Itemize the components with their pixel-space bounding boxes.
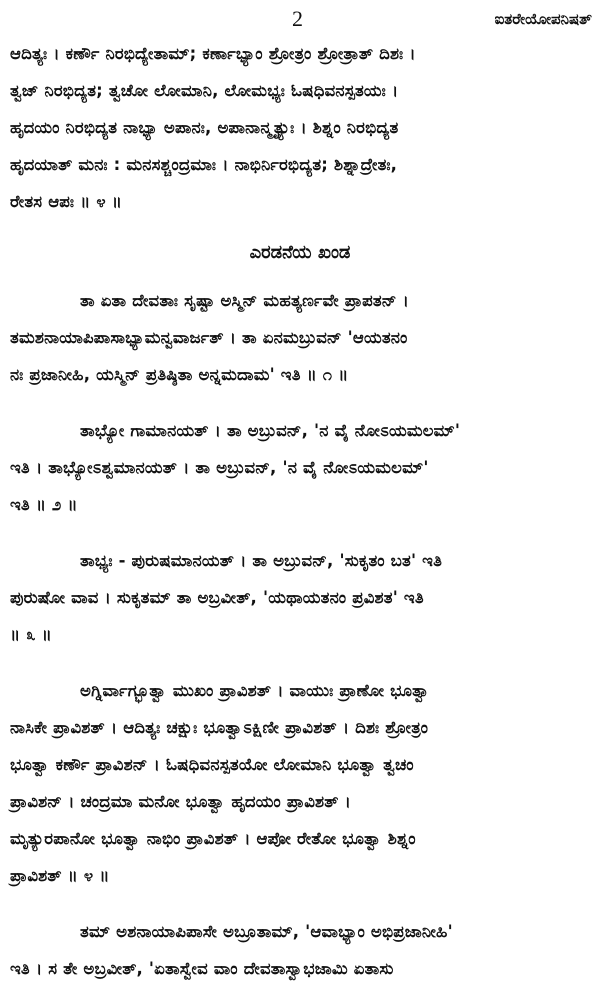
text-line: ಹೃದಯಾತ್ ಮನಃ : ಮನಸಶ್ಚಂದ್ರಮಾಃ । ನಾಭಿರ್ನಿರಭಿದ್ಯತ; ಶಿಶ್ನಾದ್ರೇತಃ, bbox=[10, 155, 398, 174]
page-header bbox=[0, 4, 600, 36]
text-line: ತಾಭ್ಯೋ ಗಾಮಾನಯತ್ । ತಾ ಅಬ್ರುವನ್, 'ನ ವೈ ನೋಽಯಮಲಮ್' bbox=[80, 421, 461, 440]
text-line: ಹೃದಯಂ ನಿರಭಿದ್ಯತ ನಾಭ್ಯಾ ಅಪಾನಃ, ಅಪಾನಾನ್ಮೃತ್ಯುಃ । ಶಿಶ್ನಂ ನಿರಭಿದ್ಯತ bbox=[10, 118, 399, 137]
text-line: ಇತಿ । ತಾಭ್ಯೋಽಶ್ವಮಾನಯತ್ । ತಾ ಅಬ್ರುವನ್, 'ನ ವೈ ನೋಽಯಮಲಮ್' bbox=[10, 458, 429, 477]
text-line: ತಮಶನಾಯಾಪಿಪಾಸಾಭ್ಯಾಮನ್ವವಾರ್ಜತ್ । ತಾ ಏನಮಬ್ರುವನ್ 'ಆಯತನಂ bbox=[10, 328, 408, 347]
section-heading: ಎರಡನೆಯ ಖಂಡ bbox=[249, 242, 351, 263]
text-line: ನಃ ಪ್ರಜಾನೀಹಿ, ಯಸ್ಮಿನ್ ಪ್ರತಿಷ್ಠಿತಾ ಅನ್ನಮದಾಮ' ಇತಿ ॥ ೧ ॥ bbox=[10, 365, 349, 384]
text-line: ತಾಭ್ಯಃ - ಪುರುಷಮಾನಯತ್ । ತಾ ಅಬ್ರುವನ್, 'ಸುಕೃತಂ ಬತ' ಇತಿ bbox=[80, 551, 443, 570]
text-line: ಇತಿ ॥ ೨ ॥ bbox=[10, 495, 78, 514]
text-line: ಇತಿ । ಸ ತೇ ಅಬ್ರವೀತ್, 'ಏತಾಸ್ವೇವ ವಾಂ ದೇವತಾಸ್ವಾಭಜಾಮಿ ಏತಾಸು bbox=[10, 959, 394, 978]
text-line: ಪ್ರಾವಿಶನ್ । ಚಂದ್ರಮಾ ಮನೋ ಭೂತ್ವಾ ಹೃದಯಂ ಪ್ರಾವಿಶತ್ । bbox=[10, 792, 351, 811]
text-line: ಪುರುಷೋ ವಾವ । ಸುಕೃತಮ್ ತಾ ಅಬ್ರವೀತ್, 'ಯಥಾಯತನಂ ಪ್ರವಿಶತ' ಇತಿ bbox=[10, 588, 424, 607]
running-title: ಐತರೇಯೋಪನಿಷತ್ bbox=[494, 10, 592, 28]
text-line: ನಾಸಿಕೇ ಪ್ರಾವಿಶತ್ । ಆದಿತ್ಯಃ ಚಕ್ಷುಃ ಭೂತ್ವಾಽಕ್ಷಿಣೀ ಪ್ರಾವಿಶತ್ । ದಿಶಃ ಶ್ರೋತ್ರಂ bbox=[10, 718, 429, 737]
text-line: ಪ್ರಾವಿಶತ್ ॥ ೪ ॥ bbox=[10, 866, 110, 885]
text-line: ಅಗ್ನಿರ್ವಾಗ್ಭೂತ್ವಾ ಮುಖಂ ಪ್ರಾವಿಶತ್ । ವಾಯುಃ ಪ್ರಾಣೋ ಭೂತ್ವಾ bbox=[80, 681, 430, 700]
page-number: 2 bbox=[292, 6, 303, 31]
text-line: ತಮ್ ಅಶನಾಯಾಪಿಪಾಸೇ ಅಬ್ರೂತಾಮ್, 'ಆವಾಭ್ಯಾಂ ಅಭಿಪ್ರಜಾನೀಹಿ' bbox=[80, 922, 453, 941]
text-line: ರೇತಸ ಆಪಃ ॥ ೪ ॥ bbox=[10, 192, 122, 211]
text-line: ಭೂತ್ವಾ ಕರ್ಣೌ ಪ್ರಾವಿಶನ್ । ಓಷಧಿವನಸ್ಪತಯೋ ಲೋಮಾನಿ ಭೂತ್ವಾ ತ್ವಚಂ bbox=[10, 755, 414, 774]
text-line: ॥ ೩ ॥ bbox=[10, 625, 52, 644]
text-line: ಆದಿತ್ಯಃ । ಕರ್ಣೌ ನಿರಭಿದ್ಯೇತಾಮ್; ಕರ್ಣಾಭ್ಯಾಂ ಶ್ರೋತ್ರಂ ಶ್ರೋತ್ರಾತ್ ದಿಶಃ । bbox=[10, 44, 416, 63]
text-line: ಮೃತ್ಯುರಪಾನೋ ಭೂತ್ವಾ ನಾಭಿಂ ಪ್ರಾವಿಶತ್ । ಆಪೋ ರೇತೋ ಭೂತ್ವಾ ಶಿಶ್ನಂ bbox=[10, 829, 416, 848]
text-line: ತಾ ಏತಾ ದೇವತಾಃ ಸೃಷ್ಟಾ ಅಸ್ಮಿನ್ ಮಹತ್ಯರ್ಣವೇ ಪ್ರಾಪತನ್ । bbox=[80, 291, 409, 310]
text-line: ತ್ವಜ್ ನಿರಭಿದ್ಯತ; ತ್ವಚೋ ಲೋಮಾನಿ, ಲೋಮಭ್ಯಃ ಓಷಧಿವನಸ್ಪತಯಃ । bbox=[10, 81, 399, 100]
